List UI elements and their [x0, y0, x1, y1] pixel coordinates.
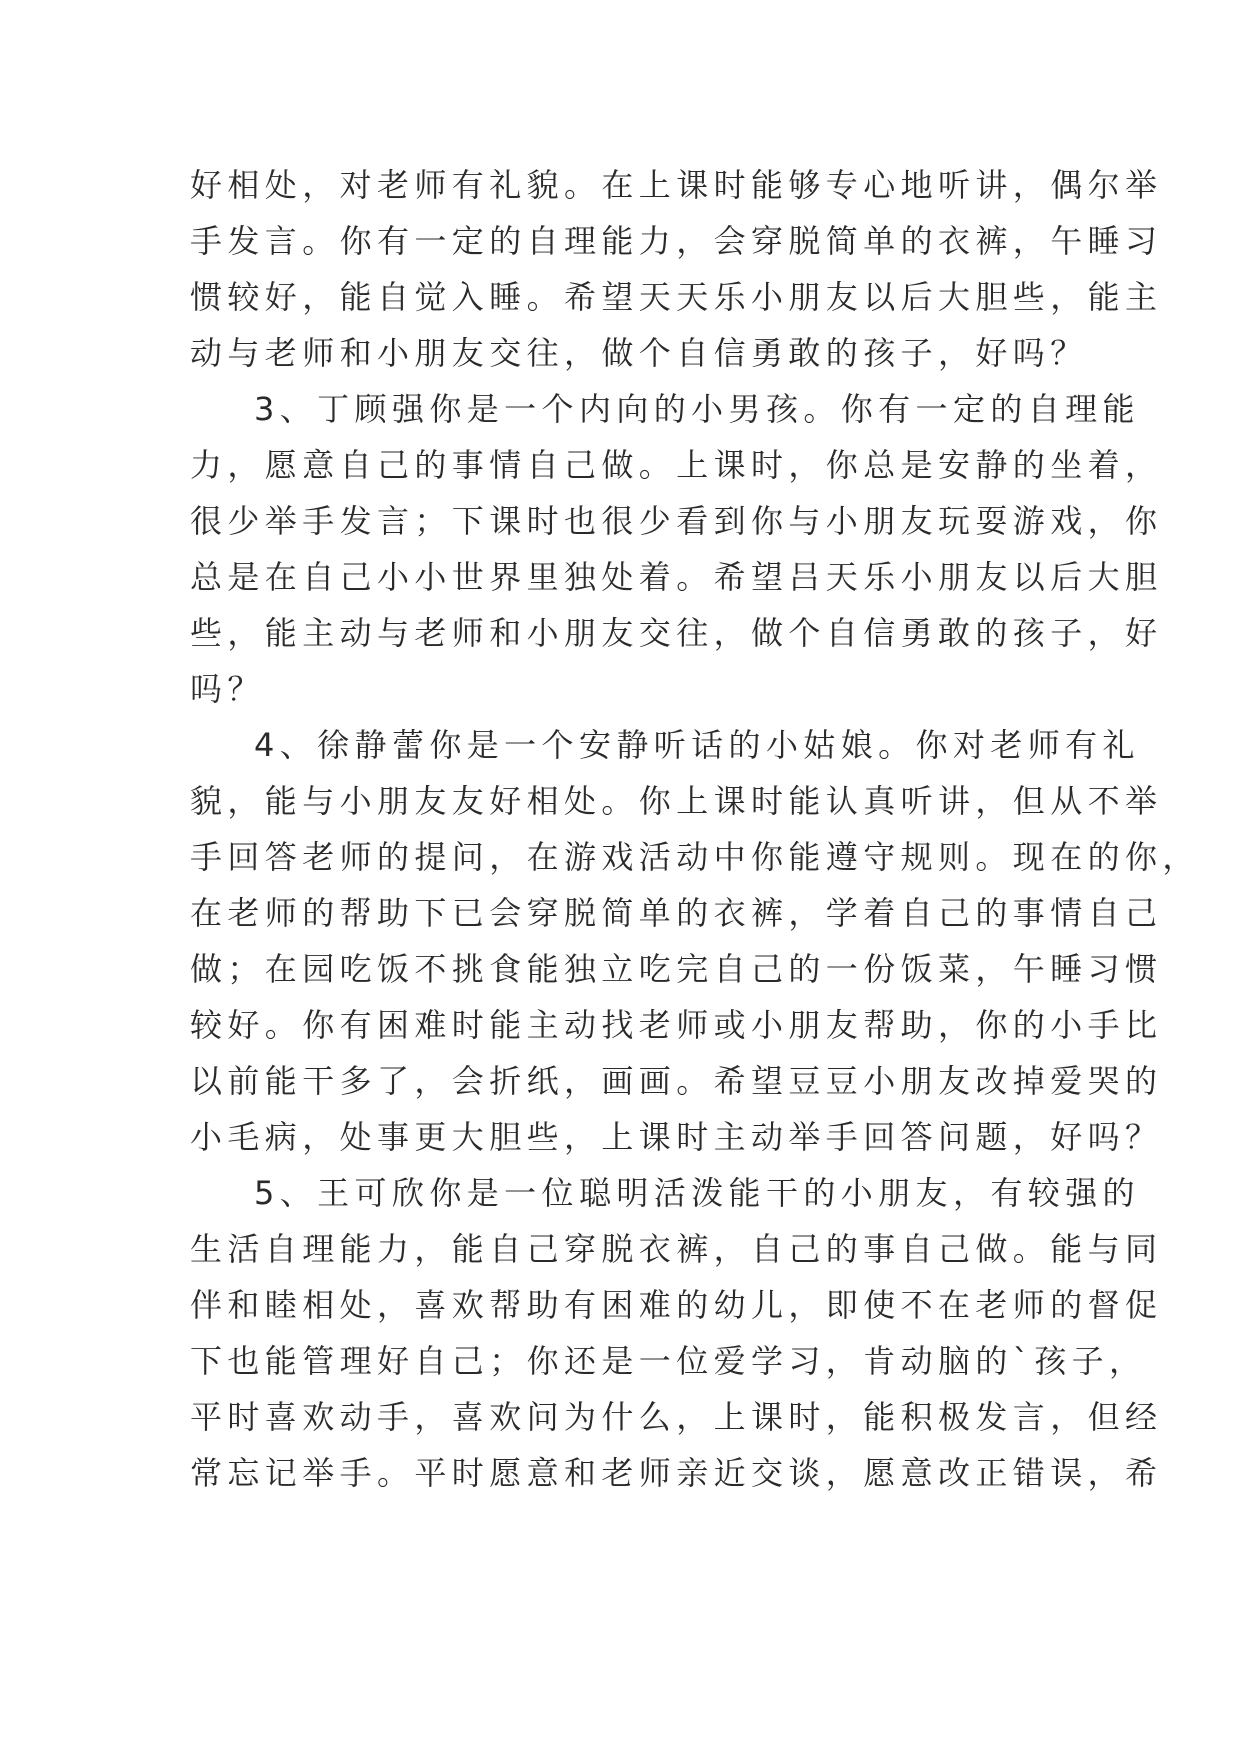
text-line: 手发言。你有一定的自理能力，会穿脱简单的衣裤，午睡习 [190, 222, 1163, 260]
text-line: 平时喜欢动手，喜欢问为什么，上课时，能积极发言，但经 [190, 1398, 1163, 1436]
text-line: 些，能主动与老师和小朋友交往，做个自信勇敢的孩子，好 [190, 614, 1163, 652]
text-line: 惯较好，能自觉入睡。希望天天乐小朋友以后大胆些，能主 [190, 278, 1163, 316]
text-line: 很少举手发言；下课时也很少看到你与小朋友玩耍游戏，你 [190, 502, 1163, 540]
text-line: 动与老师和小朋友交往，做个自信勇敢的孩子，好吗？ [190, 334, 1088, 372]
text-line: 较好。你有困难时能主动找老师或小朋友帮助，你的小手比 [190, 1006, 1163, 1044]
text-line: 生活自理能力，能自己穿脱衣裤，自己的事自己做。能与同 [190, 1230, 1163, 1268]
text-line: 小毛病，处事更大胆些，上课时主动举手回答问题，好吗？ [190, 1118, 1163, 1156]
text-line: 下也能管理好自己；你还是一位爱学习，肯动脑的`孩子， [190, 1342, 1147, 1380]
text-line: 貌，能与小朋友友好相处。你上课时能认真听讲，但从不举 [190, 782, 1163, 820]
text-line: 在老师的帮助下已会穿脱简单的衣裤，学着自己的事情自己 [190, 894, 1163, 932]
text-line: 以前能干多了，会折纸，画画。希望豆豆小朋友改掉爱哭的 [190, 1062, 1163, 1100]
text-line: 做；在园吃饭不挑食能独立吃完自己的一份饭菜，午睡习惯 [190, 950, 1163, 988]
text-line: 4、徐静蕾你是一个安静听话的小姑娘。你对老师有礼 [254, 726, 1140, 764]
text-line: 力，愿意自己的事情自己做。上课时，你总是安静的坐着， [190, 446, 1163, 484]
text-line: 3、丁顾强你是一个内向的小男孩。你有一定的自理能 [254, 390, 1140, 428]
document-body [190, 157, 1200, 1501]
text-line: 常忘记举手。平时愿意和老师亲近交谈，愿意改正错误，希 [190, 1454, 1163, 1492]
text-line: 吗？ [190, 670, 265, 708]
text-line: 总是在自己小小世界里独处着。希望吕天乐小朋友以后大胆 [190, 558, 1163, 596]
text-line: 手回答老师的提问，在游戏活动中你能遵守规则。现在的你， [190, 838, 1200, 876]
text-line: 好相处，对老师有礼貌。在上课时能够专心地听讲，偶尔举 [190, 166, 1163, 204]
text-line: 5、王可欣你是一位聪明活泼能干的小朋友，有较强的 [254, 1174, 1140, 1212]
text-line: 伴和睦相处，喜欢帮助有困难的幼儿，即使不在老师的督促 [190, 1286, 1163, 1324]
